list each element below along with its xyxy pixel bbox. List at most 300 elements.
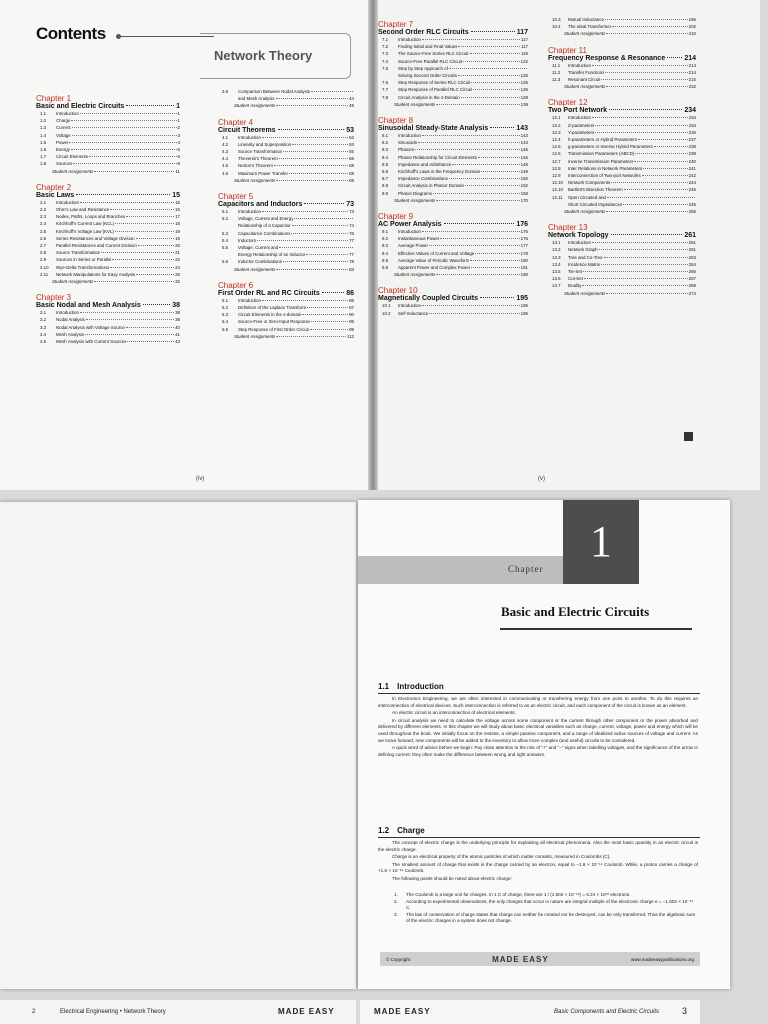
chapter-title: Basic and Electric Circuits bbox=[36, 103, 125, 110]
entry-number: 2.11 bbox=[40, 271, 49, 277]
dot-leader bbox=[458, 46, 520, 47]
entry-number: 8.8 bbox=[382, 183, 389, 189]
entry-number: 13.1 bbox=[552, 240, 561, 246]
entry-page: 178 bbox=[520, 250, 528, 256]
toc-entry bbox=[36, 324, 180, 331]
dot-leader bbox=[80, 113, 177, 114]
section-body bbox=[378, 840, 698, 884]
entry-number: 5.1 bbox=[222, 209, 229, 215]
toc-entry bbox=[36, 316, 180, 323]
entry-number: 13.4 bbox=[552, 261, 561, 267]
toc-entry bbox=[548, 201, 696, 208]
chapter-page: 195 bbox=[516, 295, 528, 303]
toc-entry bbox=[548, 179, 696, 186]
dot-leader bbox=[80, 202, 174, 203]
running-header: Basic Components and Electric Circuits bbox=[554, 1009, 660, 1015]
toc-entry bbox=[548, 150, 696, 157]
entry-number: 2.3 bbox=[40, 214, 47, 220]
toc-entry bbox=[36, 132, 180, 139]
toc-entry bbox=[218, 297, 354, 304]
entry-page: 214 bbox=[688, 62, 696, 68]
dot-leader bbox=[279, 247, 353, 248]
entry-title: Incidence Matrix bbox=[568, 261, 600, 267]
entry-title: Charge bbox=[56, 118, 71, 124]
dot-leader bbox=[609, 109, 682, 110]
entry-page: 25 bbox=[175, 271, 180, 277]
entry-number: 2.6 bbox=[40, 235, 47, 241]
dot-leader bbox=[480, 297, 514, 298]
toc-entry bbox=[218, 88, 354, 95]
entry-number: 5.4 bbox=[222, 237, 229, 243]
toc-entry bbox=[36, 139, 180, 146]
toc-entry bbox=[548, 261, 696, 268]
entry-number: 6.5 bbox=[222, 326, 229, 332]
dot-leader bbox=[127, 341, 174, 342]
dot-leader bbox=[80, 312, 174, 313]
chapter-title: Two Port Network bbox=[548, 107, 607, 115]
chapter-label: Chapter 1 bbox=[36, 94, 72, 103]
copyright-text: © Copyright bbox=[386, 956, 410, 962]
entry-title: Tree and Co-Tree bbox=[568, 254, 603, 260]
entry-page: 32 bbox=[175, 279, 180, 285]
entry-page: 2 bbox=[177, 125, 180, 131]
dot-leader bbox=[422, 305, 520, 306]
entry-number: 9.5 bbox=[382, 257, 389, 263]
entry-page: 1 bbox=[177, 118, 180, 124]
dot-leader bbox=[611, 234, 683, 235]
toc-entry bbox=[218, 215, 354, 222]
entry-page: 241 bbox=[688, 165, 696, 171]
dot-leader bbox=[126, 327, 174, 328]
chapter-page: 261 bbox=[684, 232, 696, 240]
entry-page: 22 bbox=[175, 257, 180, 263]
entry-page: 87 bbox=[349, 305, 354, 311]
page-3-header bbox=[360, 1000, 700, 1024]
entry-title: Source-Free Parallel RLC Circuit bbox=[398, 58, 462, 64]
entry-title: Network Manipulations for Easy Analysis bbox=[56, 271, 136, 277]
toc-entry bbox=[36, 256, 180, 263]
toc-entry bbox=[548, 268, 696, 275]
dot-leader bbox=[654, 146, 688, 147]
dot-leader bbox=[429, 313, 519, 314]
entry-title: Introduction bbox=[238, 134, 261, 140]
chapter-title: Basic and Electric Circuits bbox=[501, 604, 650, 619]
entry-title: Student Assignments bbox=[394, 197, 436, 203]
dot-leader bbox=[436, 274, 519, 275]
toc-entry bbox=[218, 95, 354, 102]
entry-number: 11.1 bbox=[552, 62, 561, 68]
entry-page: 202 bbox=[688, 24, 696, 30]
chapter-page: 1 bbox=[176, 103, 180, 110]
entry-number: 9.6 bbox=[382, 265, 389, 271]
entry-page: 181 bbox=[520, 265, 528, 271]
student-assignments-entry bbox=[548, 30, 696, 37]
entry-page: 177 bbox=[520, 243, 528, 249]
toc-entry bbox=[548, 165, 696, 172]
entry-page: 239 bbox=[688, 151, 696, 157]
end-marker bbox=[684, 432, 693, 441]
dot-leader bbox=[279, 158, 348, 159]
toc-entry bbox=[378, 235, 528, 242]
entry-number: 5.6 bbox=[222, 259, 229, 265]
dot-leader bbox=[634, 161, 687, 162]
entry-number: 6.2 bbox=[222, 305, 229, 311]
entry-page: 119 bbox=[521, 51, 528, 57]
chapter-label: Chapter 11 bbox=[548, 45, 587, 55]
dot-leader bbox=[262, 211, 348, 212]
entry-title: Step Response of Parallel RLC Circuit bbox=[398, 87, 473, 93]
toc-entry bbox=[218, 304, 354, 311]
toc-entry bbox=[548, 136, 696, 143]
entry-page: 3 bbox=[177, 132, 180, 138]
chapter-heading bbox=[548, 107, 696, 114]
entry-page: 238 bbox=[688, 144, 696, 150]
student-assignments-entry bbox=[378, 271, 528, 278]
chapter-page: 117 bbox=[516, 29, 528, 36]
entry-number: 1.7 bbox=[40, 154, 47, 160]
toc-column-1 bbox=[36, 86, 180, 345]
toc-entry bbox=[218, 222, 354, 229]
dot-leader bbox=[473, 89, 519, 90]
entry-number: 8.3 bbox=[382, 147, 389, 153]
chapter-title: Capacitors and Inductors bbox=[218, 201, 303, 209]
contents-page-left bbox=[0, 0, 372, 490]
entry-title: Parallel Resistances and Current Division bbox=[56, 243, 137, 249]
entry-page: 143 bbox=[520, 140, 528, 146]
publisher-url: www.madeeasypublications.org bbox=[630, 956, 694, 962]
entry-title: Comparison Between Nodal Analysis bbox=[238, 89, 310, 94]
entry-title: Energy bbox=[56, 147, 70, 153]
dot-leader bbox=[73, 163, 176, 164]
chapter-title: Circuit Theorems bbox=[218, 126, 276, 134]
entry-page: 245 bbox=[688, 187, 696, 193]
entry-title: Y-parameters bbox=[568, 129, 595, 135]
dot-leader bbox=[471, 82, 519, 83]
chapter-title: First Order RL and RC Circuits bbox=[218, 289, 320, 297]
dot-leader bbox=[69, 142, 176, 143]
toc-entry bbox=[548, 23, 696, 30]
toc-entry bbox=[378, 58, 528, 65]
list-item bbox=[394, 892, 698, 899]
dot-leader bbox=[322, 292, 344, 293]
entry-number: 12.10 bbox=[552, 180, 563, 186]
chapter-title: Sinusoidal Steady-State Analysis bbox=[378, 125, 489, 133]
entry-page: 19 bbox=[175, 235, 180, 241]
dot-leader bbox=[470, 260, 519, 261]
toc-entry bbox=[548, 246, 696, 253]
chapter-word: Chapter bbox=[508, 564, 544, 574]
entry-title: Instantaneous Power bbox=[398, 236, 440, 242]
dot-leader bbox=[592, 117, 688, 118]
entry-title: Open Circuited and bbox=[568, 194, 606, 200]
chapter-title: Network Topology bbox=[548, 232, 609, 240]
paragraph: A quick word of advice before we begin: Pay close attention to the role of "+" and "−" signs when labelling voltages, and the significance of the arrow in defining current: they often make the difference between wrong and right answers. bbox=[378, 745, 698, 757]
toc-entry bbox=[378, 175, 528, 182]
toc-entry bbox=[378, 154, 528, 161]
dot-leader bbox=[422, 39, 520, 40]
entry-page: 5 bbox=[177, 147, 180, 153]
toc-entry bbox=[218, 141, 354, 148]
entry-number: 9.3 bbox=[382, 243, 389, 249]
chapter-heading bbox=[36, 103, 180, 110]
toc-entry bbox=[548, 194, 696, 201]
toc-entry bbox=[218, 237, 354, 244]
dot-leader bbox=[110, 209, 174, 210]
entry-title: g-parameters or Inverse Hybrid Parameters bbox=[568, 144, 653, 150]
entry-page: 128 bbox=[520, 94, 528, 100]
dot-leader bbox=[136, 238, 175, 239]
toc-entry bbox=[378, 146, 528, 153]
entry-title: Student Assignments bbox=[234, 333, 276, 339]
chapter-title: AC Power Analysis bbox=[378, 221, 442, 229]
chapter-heading bbox=[36, 192, 180, 199]
entry-title: Transmission Parameters (ABCD) bbox=[568, 151, 635, 157]
toc-entry bbox=[36, 117, 180, 124]
entry-number: 12.4 bbox=[552, 137, 561, 143]
entry-page: 261 bbox=[688, 247, 696, 253]
entry-page: 43 bbox=[175, 339, 180, 345]
toc-entry bbox=[548, 186, 696, 193]
toc-entry bbox=[378, 182, 528, 189]
entry-number: 1.2 bbox=[40, 118, 47, 124]
entry-number: 7.1 bbox=[382, 37, 389, 42]
entry-page: 95 bbox=[349, 319, 354, 325]
entry-number: 3.3 bbox=[40, 324, 47, 330]
dot-leader bbox=[311, 91, 353, 92]
dot-leader bbox=[71, 149, 177, 150]
entry-title: Tie-Set bbox=[568, 269, 582, 275]
entry-number: 9.1 bbox=[382, 229, 389, 235]
entry-title: Introduction bbox=[398, 229, 421, 235]
entry-page: 19 bbox=[175, 228, 180, 234]
entry-page: 55 bbox=[349, 149, 354, 155]
toc-entry bbox=[378, 94, 528, 101]
dot-leader bbox=[607, 197, 695, 198]
entry-number: 2.8 bbox=[40, 250, 47, 256]
toc-entry bbox=[36, 153, 180, 160]
entry-title: Student Assignments bbox=[394, 272, 436, 278]
dot-leader bbox=[110, 267, 174, 268]
entry-page: 21 bbox=[175, 250, 180, 256]
entry-title: Step by Step Approach of bbox=[398, 65, 448, 71]
entry-title: Step Response of First Order Circuit bbox=[238, 326, 309, 332]
dot-leader bbox=[599, 249, 688, 250]
entry-title: Effective Values of Current and Voltage bbox=[398, 250, 475, 256]
section-body bbox=[378, 696, 698, 759]
toc-entry bbox=[218, 258, 354, 265]
toc-entry bbox=[36, 213, 180, 220]
student-assignments-entry bbox=[36, 168, 180, 175]
entry-number: 7.2 bbox=[382, 44, 389, 50]
entry-number: 1.6 bbox=[40, 147, 47, 153]
dot-leader bbox=[72, 127, 177, 128]
entry-page: 44 bbox=[349, 96, 354, 102]
entry-title: Source Transformation bbox=[238, 149, 283, 155]
student-assignments-entry bbox=[378, 101, 528, 108]
entry-number: 10.1 bbox=[382, 303, 391, 309]
entry-page: 139 bbox=[520, 101, 528, 107]
chapter-page: 15 bbox=[172, 191, 180, 199]
toc-entry bbox=[36, 220, 180, 227]
entry-title: Apparent Power and Complex Power bbox=[398, 265, 471, 271]
entry-number: 9.4 bbox=[382, 250, 389, 256]
entry-title: Phasor Diagrams bbox=[398, 190, 432, 196]
entry-page: 5 bbox=[177, 154, 180, 160]
entry-page: 240 bbox=[688, 158, 696, 164]
toc-entry bbox=[548, 282, 696, 289]
entry-title: Duality bbox=[568, 283, 582, 289]
entry-number: 2.7 bbox=[40, 243, 47, 249]
entry-title: Student Assignments bbox=[52, 279, 94, 285]
dot-leader bbox=[605, 19, 688, 20]
entry-page: 41 bbox=[175, 331, 180, 337]
entry-title: Power bbox=[56, 139, 69, 145]
toc-entry bbox=[218, 326, 354, 333]
entry-page: 122 bbox=[520, 58, 528, 64]
chapter-page: 86 bbox=[346, 289, 354, 297]
entry-title: Nodal Analysis with Voltage Source bbox=[56, 324, 125, 330]
dot-leader bbox=[471, 267, 519, 268]
toc-entry bbox=[548, 114, 696, 121]
entry-title: Introduction bbox=[56, 111, 79, 116]
entry-number: 12.7 bbox=[552, 158, 561, 164]
entry-number: 9.2 bbox=[382, 236, 389, 242]
entry-title: Introduction bbox=[56, 310, 79, 316]
entry-number: 5.2 bbox=[222, 216, 229, 222]
toc-entry bbox=[36, 338, 180, 345]
entry-title: Kirchhoff's Laws in the Frequency Domain bbox=[398, 169, 481, 175]
entry-title: Resonant Circuit bbox=[568, 77, 601, 83]
entry-title: Impedance Combinations bbox=[398, 176, 448, 182]
dot-leader bbox=[429, 245, 520, 246]
entry-title: Student Assignments bbox=[234, 103, 276, 109]
list-number: 2. bbox=[394, 898, 398, 904]
entry-number: 6.4 bbox=[222, 319, 229, 325]
paragraph: The concept of electric charge is the underlying principle for explaining all electrical phenomena. Also the most basic quantity in an electric circuit is the electric charge. bbox=[378, 840, 698, 852]
entry-title: Norton's Theorem bbox=[238, 163, 273, 169]
entry-page: 148 bbox=[520, 161, 528, 167]
entry-number: 2.1 bbox=[40, 199, 47, 205]
entry-number: 13.3 bbox=[552, 254, 561, 260]
entry-page: 263 bbox=[688, 254, 696, 260]
dot-leader bbox=[292, 225, 348, 226]
entry-title: Nodal Analysis bbox=[56, 317, 85, 323]
dot-leader bbox=[115, 223, 174, 224]
chapter-title: Frequency Response & Resonance bbox=[548, 54, 666, 62]
entry-title: Self Inductance bbox=[398, 310, 429, 316]
toc-entry bbox=[36, 199, 180, 206]
toc-entry bbox=[548, 254, 696, 261]
chapter-heading bbox=[218, 290, 354, 297]
entry-number: 12.8 bbox=[552, 165, 561, 171]
dot-leader bbox=[138, 245, 174, 246]
toc-entry bbox=[36, 309, 180, 316]
entry-title: Average Value of Periodic Waveform bbox=[398, 257, 470, 263]
entry-number: 8.4 bbox=[382, 154, 389, 160]
entry-title: Circuit Elements bbox=[56, 154, 88, 160]
entry-title: Bartlett's Bisection Theorem bbox=[568, 187, 623, 193]
entry-page: 145 bbox=[520, 147, 528, 153]
list-number: 1. bbox=[394, 892, 398, 897]
paragraph: In Electronics Engineering, we are often interested in communicating or transferring energy from one point to another. To do this requires an interconnection of electrical devices. Such interconnection is referred to as an electric circuit, and each component of the circuit is known as an element. bbox=[378, 696, 698, 708]
entry-page: 86 bbox=[349, 297, 354, 303]
entry-page: 261 bbox=[688, 240, 696, 246]
chapter-title: Basic Nodal and Mesh Analysis bbox=[36, 302, 141, 310]
toc-entry bbox=[378, 43, 528, 50]
toc-entry bbox=[378, 250, 528, 257]
dot-leader bbox=[606, 293, 687, 294]
entry-number: 7.3 bbox=[382, 51, 389, 57]
chapter-heading bbox=[378, 221, 528, 228]
section-rule bbox=[378, 837, 700, 838]
dot-leader bbox=[276, 336, 346, 337]
entry-number: 12.9 bbox=[552, 173, 561, 179]
toc-entry bbox=[548, 158, 696, 165]
entry-title: The Source-Free Series RLC Circuit bbox=[398, 51, 469, 57]
entry-title: Wye-Delta Transformations bbox=[56, 264, 110, 270]
dot-leader bbox=[283, 151, 348, 152]
dot-leader bbox=[294, 218, 353, 219]
toc-entry bbox=[218, 230, 354, 237]
entry-number: 3.6 bbox=[222, 89, 229, 94]
entry-number: 2.9 bbox=[40, 257, 47, 263]
dot-leader bbox=[311, 321, 348, 322]
student-assignments-entry bbox=[218, 102, 354, 109]
chapter-number: 1 bbox=[590, 517, 612, 566]
toc-entry bbox=[548, 239, 696, 246]
entry-number: 7.5 bbox=[382, 65, 389, 71]
entry-page: 78 bbox=[349, 259, 354, 265]
entry-number: 8.5 bbox=[382, 161, 389, 167]
dot-leader bbox=[490, 127, 514, 128]
chapter-label: Chapter 12 bbox=[548, 98, 588, 108]
entry-title: Introduction bbox=[398, 303, 421, 309]
toc-entry bbox=[378, 190, 528, 197]
chapter-page: 38 bbox=[172, 302, 180, 310]
dot-leader bbox=[601, 264, 688, 265]
dot-leader bbox=[262, 300, 348, 301]
list-item bbox=[394, 912, 698, 925]
student-assignments-entry bbox=[218, 333, 354, 340]
toc-entry bbox=[548, 76, 696, 83]
entry-page: 170 bbox=[520, 197, 528, 203]
entry-number: 1.8 bbox=[40, 161, 47, 167]
entry-title: Student Assignments bbox=[564, 84, 606, 90]
entry-page: 15 bbox=[175, 207, 180, 213]
dot-leader bbox=[584, 278, 688, 279]
toc-entry bbox=[36, 146, 180, 153]
toc-entry bbox=[548, 275, 696, 282]
chapter-page: 214 bbox=[684, 54, 696, 62]
entry-page: 77 bbox=[349, 252, 354, 258]
dot-leader bbox=[471, 31, 515, 32]
entry-title: Voltage bbox=[56, 132, 71, 138]
entry-number: 1.4 bbox=[40, 132, 47, 138]
dot-leader bbox=[304, 203, 344, 204]
dot-leader bbox=[582, 285, 687, 286]
entry-number: 2.10 bbox=[40, 264, 49, 270]
chapter-label: Chapter 4 bbox=[218, 117, 254, 127]
chapter-page: 143 bbox=[516, 125, 528, 133]
entry-title: Current bbox=[56, 125, 71, 131]
entry-title: Series Resistances and Voltage Division bbox=[56, 235, 135, 241]
entry-title: Network Graph bbox=[568, 247, 598, 253]
dot-leader bbox=[276, 105, 348, 106]
entry-page: 53 bbox=[349, 141, 354, 147]
entry-title: Definition of the Laplace Transform bbox=[238, 305, 307, 311]
entry-title: h-parameters or Hybrid Parameters bbox=[568, 137, 638, 143]
toc-entry bbox=[36, 110, 180, 117]
